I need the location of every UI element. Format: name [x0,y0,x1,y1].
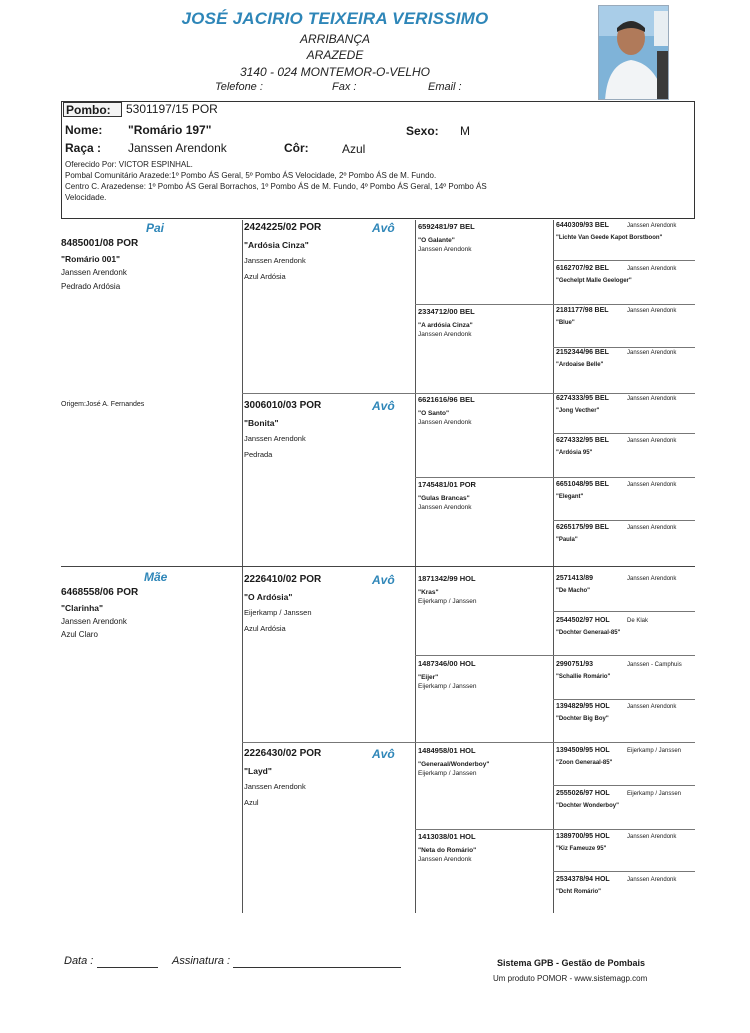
avo-label: Avô [372,221,395,235]
grandparent-info: Azul [244,798,259,807]
grandparent-name: "Ardósia Cinza" [244,240,309,250]
great-grandparent-reg: 1487346/00 HOL [418,659,476,668]
great-grandparent-strain: Janssen Arendonk [418,246,472,253]
avo-label: Avô [372,399,395,413]
pai-strain: Janssen Arendonk [61,268,127,277]
gg-grandparent-reg: 2555026/97 HOL [556,790,610,797]
grid-line [553,699,695,700]
grandparent-info: Pedrada [244,450,273,459]
gg-grandparent-strain: Janssen Arendonk [627,438,677,444]
gg-grandparent-name: "Dochter Big Boy" [556,716,609,722]
notes-line-3: Velocidade. [65,193,107,202]
gg-grandparent-strain: Janssen Arendonk [627,704,677,710]
fax-label: Fax : [332,81,357,93]
gg-grandparent-name: "Dochter Generaal-85" [556,630,621,636]
gg-grandparent-name: "Schallie Romário" [556,674,611,680]
grandparent-name: "O Ardósia" [244,592,293,602]
grid-line [553,785,695,786]
grid-line [553,871,695,872]
gg-grandparent-strain: Janssen Arendonk [627,396,677,402]
gg-grandparent-strain: De Klak [627,618,649,624]
gg-grandparent-reg: 6274333/95 BEL [556,395,609,402]
data-line [97,955,158,968]
gg-grandparent-name: "Zoon Generaal-85" [556,760,613,766]
assinatura-line [233,955,401,968]
great-grandparent-name: "A ardósia Cinza" [418,322,473,329]
gg-grandparent-reg: 6440309/93 BEL [556,222,609,229]
grid-line [553,520,695,521]
gg-grandparent-name: "De Macho" [556,588,591,594]
pai-info: Pedrado Ardósia [61,282,121,291]
great-grandparent-strain: Janssen Arendonk [418,331,472,338]
grid-line [415,655,695,656]
mae-strain: Janssen Arendonk [61,617,127,626]
data-label: Data : [64,955,94,967]
gg-grandparent-name: "Kiz Fameuze 95" [556,846,607,852]
mae-reg: 6468558/06 POR [61,587,139,598]
great-grandparent-name: "Eijer" [418,674,439,681]
great-grandparent-strain: Janssen Arendonk [418,419,472,426]
mae-info: Azul Claro [61,630,98,639]
gg-grandparent-reg: 2534378/94 HOL [556,876,610,883]
gg-grandparent-strain: Janssen Arendonk [627,223,677,229]
gg-grandparent-reg: 6162707/92 BEL [556,265,609,272]
grandparent-name: "Layd" [244,766,272,776]
cor-label: Côr: [284,141,309,155]
address-line-2: ARAZEDE [306,48,364,62]
great-grandparent-strain: Eijerkamp / Janssen [418,683,477,690]
gg-grandparent-reg: 2152344/96 BEL [556,349,609,356]
great-grandparent-name: "O Santo" [418,410,450,417]
gg-grandparent-strain: Janssen - Camphuis [627,662,682,668]
grandparent-info: Azul Ardósia [244,624,286,633]
telefone-label: Telefone : [215,81,263,93]
great-grandparent-name: "Neta do Romário" [418,847,477,854]
gg-grandparent-strain: Janssen Arendonk [627,308,677,314]
gg-grandparent-name: "Ardósia 95" [556,450,593,456]
grid-line [415,477,695,478]
gg-grandparent-reg: 1394829/95 HOL [556,703,610,710]
mae-name: "Clarinha" [61,603,104,613]
avo-label: Avô [372,747,395,761]
gg-grandparent-name: "Blue" [556,320,575,326]
gg-grandparent-strain: Janssen Arendonk [627,877,677,883]
grandparent-reg: 3006010/03 POR [244,400,322,411]
great-grandparent-strain: Eijerkamp / Janssen [418,770,477,777]
grandparent-strain: Janssen Arendonk [244,256,306,265]
grandparent-strain: Janssen Arendonk [244,782,306,791]
grid-line [553,260,695,261]
great-grandparent-reg: 6592481/97 BEL [418,222,475,231]
great-grandparent-strain: Eijerkamp / Janssen [418,598,477,605]
gg-grandparent-strain: Janssen Arendonk [627,350,677,356]
grandparent-strain: Janssen Arendonk [244,434,306,443]
sexo-value: M [460,124,470,138]
email-label: Email : [428,81,462,93]
breeder-name: JOSÉ JACIRIO TEIXEIRA VERISSIMO [181,9,489,28]
address-line-1: ARRIBANÇA [299,32,370,46]
gg-grandparent-name: "Paula" [556,537,578,543]
grandparent-strain: Eijerkamp / Janssen [244,608,312,617]
gg-grandparent-reg: 6274332/95 BEL [556,437,609,444]
notes-line-2: Centro C. Arazedense: 1º Pombo ÁS Geral Borrachos, 1º Pombo ÁS de M. Fundo, 4º Pombo ÁS Geral, 14º Pombo ÁS [65,182,487,191]
grandparent-info: Azul Ardósia [244,272,286,281]
grid-line [242,393,695,394]
pai-reg: 8485001/08 POR [61,238,139,249]
great-grandparent-name: "O Galante" [418,237,455,244]
gg-grandparent-strain: Janssen Arendonk [627,482,677,488]
grid-line [415,304,695,305]
owner-photo [598,5,669,100]
grid-line [553,611,695,612]
gg-grandparent-reg: 6651048/95 BEL [556,481,609,488]
pai-name: "Romário 001" [61,254,121,264]
grandparent-reg: 2424225/02 POR [244,222,322,233]
grandparent-reg: 2226410/02 POR [244,574,322,585]
gg-grandparent-reg: 2181177/98 BEL [556,307,609,314]
gg-grandparent-strain: Janssen Arendonk [627,525,677,531]
great-grandparent-name: "Gulas Brancas" [418,495,470,502]
nome-value: "Romário 197" [128,123,212,137]
grandparent-reg: 2226430/02 POR [244,748,322,759]
great-grandparent-name: "Generaal/Wonderboy" [418,761,490,768]
address-line-3: 3140 - 024 MONTEMOR-O-VELHO [239,65,431,79]
gg-grandparent-reg: 1394509/95 HOL [556,747,610,754]
gg-grandparent-strain: Janssen Arendonk [627,834,677,840]
pai-origem: Origem:José A. Fernandes [61,401,145,408]
grid-line [415,829,695,830]
great-grandparent-reg: 6621616/96 BEL [418,395,475,404]
gg-grandparent-name: "Dcht Romário" [556,889,602,895]
pombo-ring: 5301197/15 POR [126,102,218,116]
great-grandparent-reg: 1871342/99 HOL [418,574,476,583]
avo-label: Avô [372,573,395,587]
oferecido-text: Oferecido Por: VICTOR ESPINHAL. [65,160,193,169]
gg-grandparent-name: "Jong Vecther" [556,408,600,414]
pai-title: Pai [146,221,165,235]
mae-title: Mãe [144,570,168,584]
grid-line [553,433,695,434]
grid-line [242,742,695,743]
nome-label: Nome: [65,123,103,137]
great-grandparent-reg: 1745481/01 POR [418,480,476,489]
gg-grandparent-name: "Lichte Van Geede Kapot Borstboon" [556,235,663,241]
gg-grandparent-reg: 6265175/99 BEL [556,524,609,531]
gg-grandparent-name: "Elegant" [556,494,584,500]
great-grandparent-reg: 1413038/01 HOL [418,832,476,841]
raca-label: Raça : [65,141,102,155]
system-name: Sistema GPB - Gestão de Pombais [497,958,646,968]
pai-mae-divider [61,566,695,567]
gg-grandparent-strain: Eijerkamp / Janssen [627,748,682,754]
great-grandparent-strain: Janssen Arendonk [418,856,472,863]
great-grandparent-name: "Kras" [418,589,439,596]
gg-grandparent-reg: 2990751/93 [556,661,593,668]
great-grandparent-strain: Janssen Arendonk [418,504,472,511]
great-grandparent-reg: 2334712/00 BEL [418,307,475,316]
gg-grandparent-strain: Janssen Arendonk [627,576,677,582]
gg-grandparent-name: "Gechelpt Malle Geeloger" [556,278,632,284]
pombo-label: Pombo: [63,102,122,117]
gg-grandparent-strain: Eijerkamp / Janssen [627,791,682,797]
gg-grandparent-reg: 1389700/95 HOL [556,833,610,840]
gg-grandparent-reg: 2571413/89 [556,575,593,582]
gg-grandparent-strain: Janssen Arendonk [627,266,677,272]
assinatura-label: Assinatura : [172,955,231,967]
notes-line-1: Pombal Comunitário Arazede:1º Pombo ÁS Geral, 5º Pombo ÁS Velocidade, 2º Pombo ÁS de M. Fundo. [65,171,437,180]
system-product: Um produto POMOR - www.sistemagp.com [493,974,648,983]
grandparent-name: "Bonita" [244,418,279,428]
gg-grandparent-name: "Ardoaise Belle" [556,362,604,368]
grid-line [553,347,695,348]
sexo-label: Sexo: [406,124,439,138]
great-grandparent-reg: 1484958/01 HOL [418,746,476,755]
cor-value: Azul [342,142,366,156]
gg-grandparent-name: "Dochter Wonderboy" [556,803,619,809]
gg-grandparent-reg: 2544502/97 HOL [556,617,610,624]
raca-value: Janssen Arendonk [128,141,227,155]
